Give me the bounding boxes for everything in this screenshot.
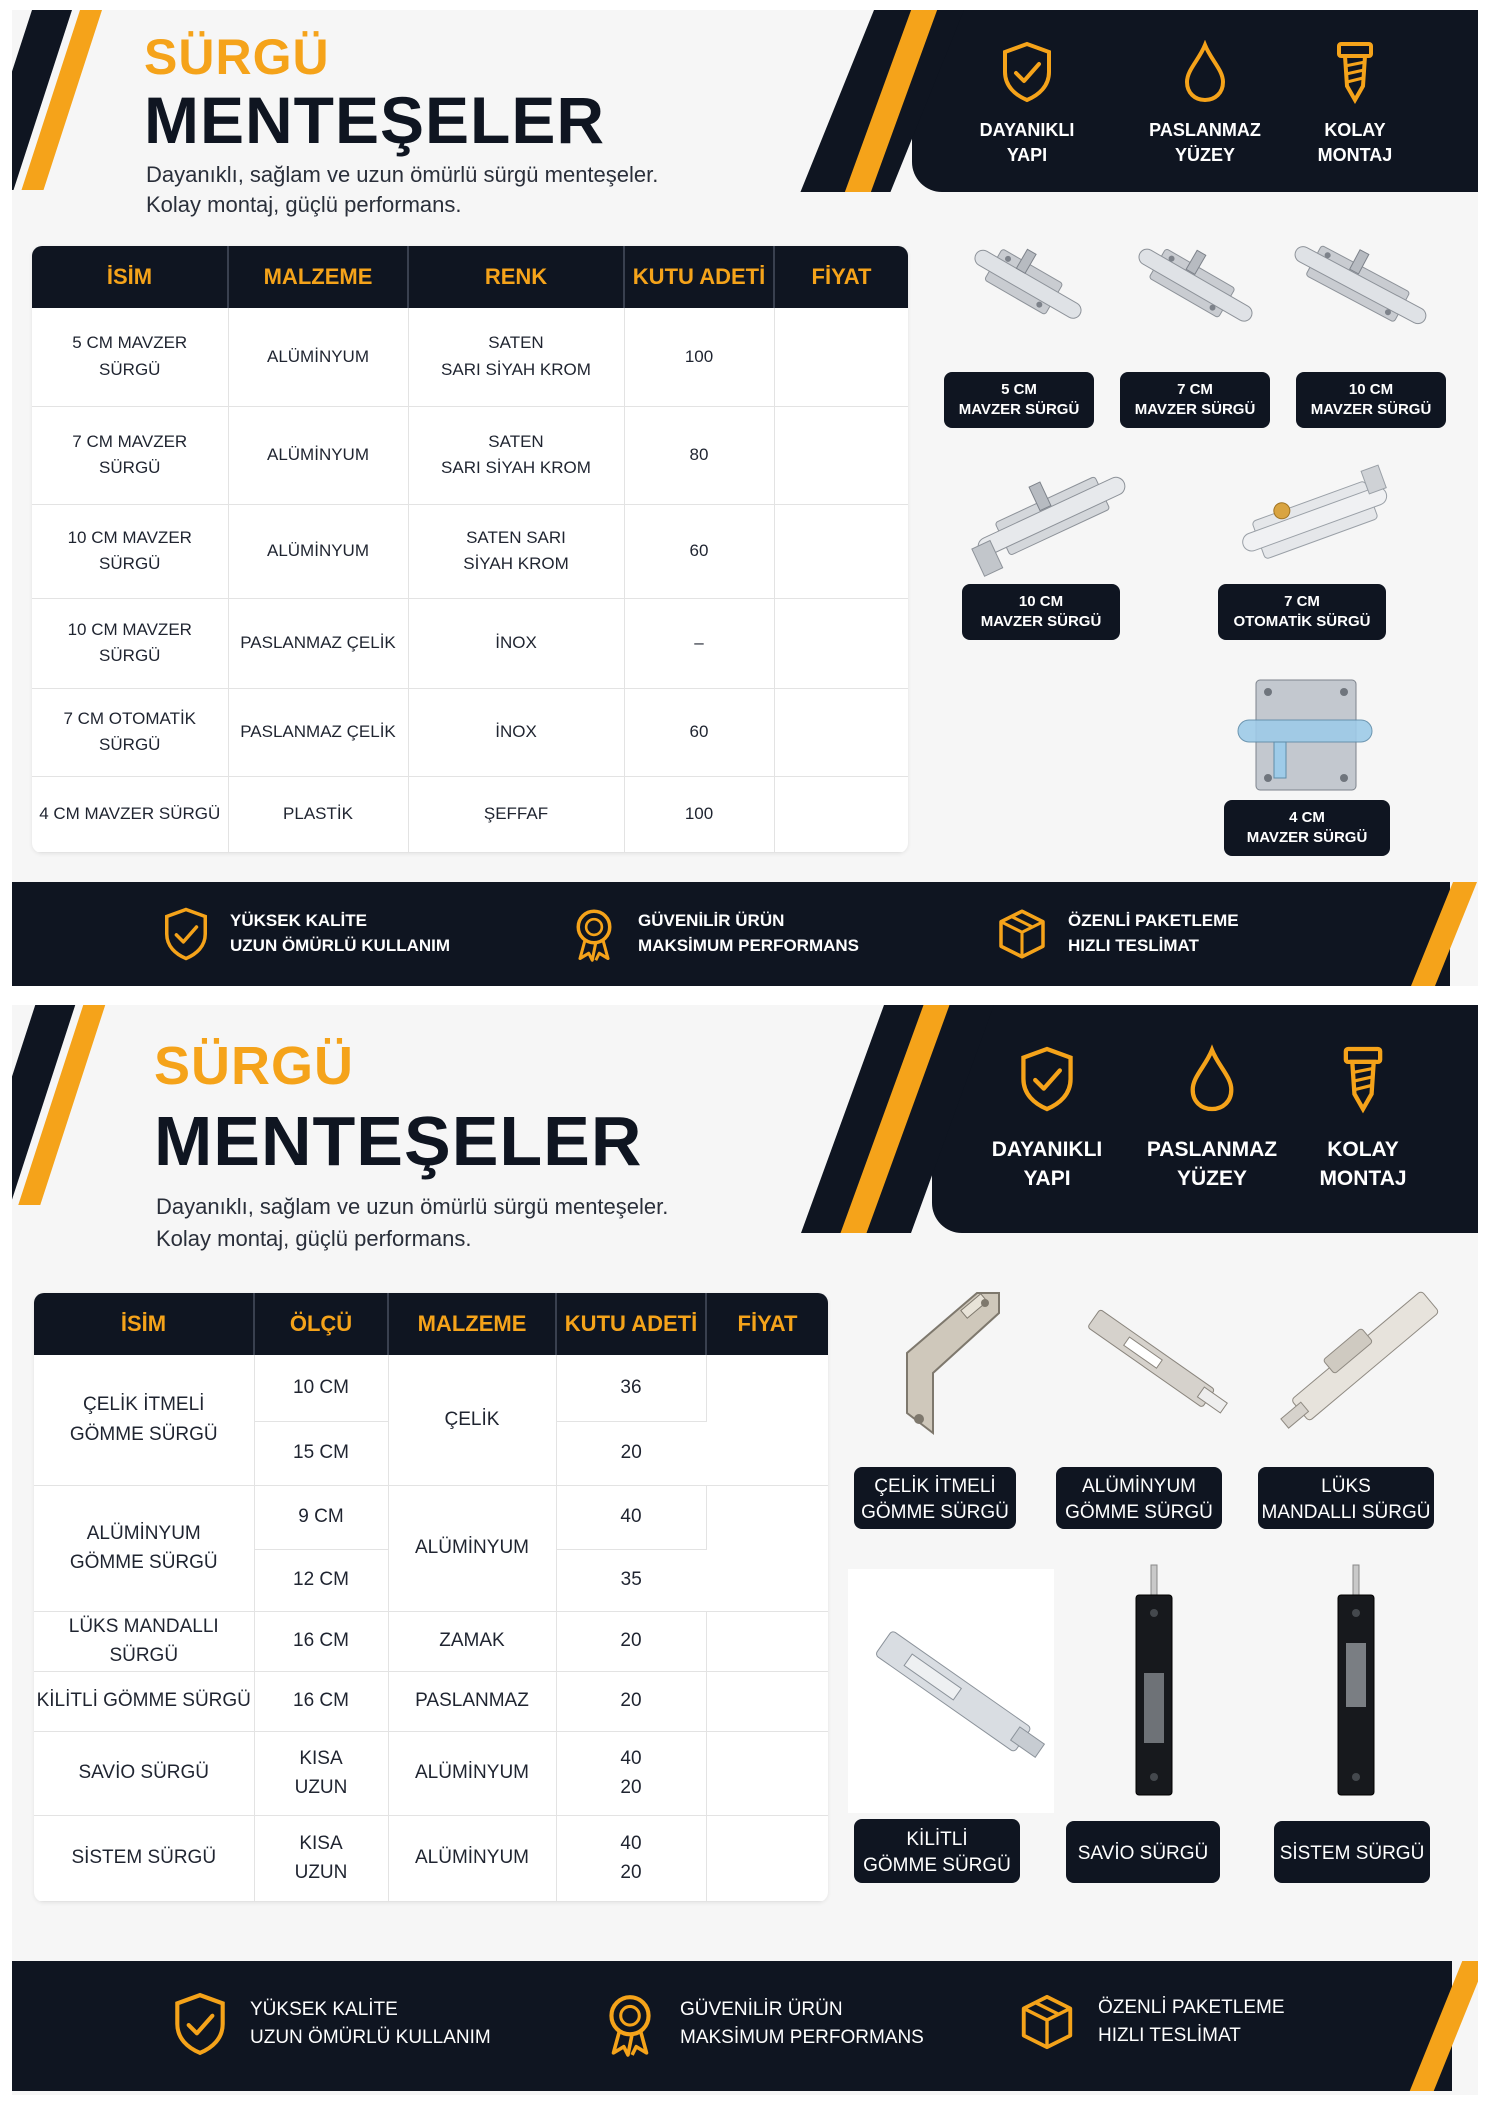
product-spec-table [32, 246, 908, 853]
benefit-title: ÖZENLİ PAKETLEME [1098, 1997, 1285, 2019]
col-header-price: FİYAT [774, 246, 908, 308]
cell-material: ÇELİK [388, 1355, 556, 1485]
cell-price [706, 1815, 828, 1901]
cell-size: 15 CM [254, 1421, 388, 1485]
flush-bolt-image [848, 1569, 1054, 1813]
barrel-bolt-image [957, 236, 1097, 336]
cell-name: 10 CM MAVZER SÜRGÜ [32, 598, 228, 688]
benefit-title: GÜVENİLİR ÜRÜN [680, 1999, 843, 2021]
product-label-10cm-mavzer: 10 CM MAVZER SÜRGÜ [1296, 372, 1446, 428]
cell-box-qty: 40 20 [556, 1815, 706, 1901]
feature-label-line1: PASLANMAZ [1149, 120, 1261, 140]
cell-name: KİLİTLİ GÖMME SÜRGÜ [34, 1671, 254, 1731]
cell-color: SATEN SARI SİYAH KROM [408, 406, 624, 504]
benefit-packaging [994, 906, 1239, 962]
cell-name: 7 CM MAVZER SÜRGÜ [32, 406, 228, 504]
barrel-bolt-image [1125, 236, 1265, 336]
award-badge-icon [568, 906, 620, 962]
page-title-top: SÜRGÜ [154, 1036, 355, 1096]
shield-check-icon [1017, 1043, 1077, 1115]
award-badge-icon [600, 1991, 660, 2057]
subtitle-line-2: Kolay montaj, güçlü performans. [156, 1225, 472, 1251]
benefit-title: YÜKSEK KALİTE [250, 1999, 398, 2021]
cell-box-qty: 20 [556, 1611, 706, 1671]
feature-label-line1: DAYANIKLI [979, 120, 1075, 140]
cell-material: ALÜMİNYUM [388, 1815, 556, 1901]
feature-durable [962, 40, 1092, 168]
feature-label-line1: KOLAY [1327, 1138, 1399, 1161]
benefit-title: YÜKSEK KALİTE [230, 911, 367, 931]
cell-box-qty: 36 [556, 1355, 706, 1421]
cell-name: 4 CM MAVZER SÜRGÜ [32, 776, 228, 852]
benefit-subtitle: UZUN ÖMÜRLÜ KULLANIM [250, 2027, 491, 2048]
product-label-10cm-mavzer-steel: 10 CM MAVZER SÜRGÜ [962, 584, 1120, 640]
product-label-luxury-latch-bolt: LÜKS MANDALLI SÜRGÜ [1258, 1467, 1434, 1529]
water-drop-icon [1177, 40, 1233, 104]
cell-name: SİSTEM SÜRGÜ [34, 1815, 254, 1901]
cell-box-qty: 100 [624, 308, 774, 406]
cell-color: İNOX [408, 598, 624, 688]
savio-bolt-image [1122, 1563, 1186, 1803]
cell-price [774, 406, 908, 504]
feature-label-line2: YÜZEY [1174, 145, 1235, 166]
feature-label-line2: MONTAJ [1319, 1167, 1407, 1191]
page-title: MENTEŞELER [154, 1102, 643, 1180]
col-header-material: MALZEME [228, 246, 408, 308]
cell-name: ÇELİK İTMELİ GÖMME SÜRGÜ [34, 1355, 254, 1485]
col-header-price: FİYAT [706, 1293, 828, 1355]
cell-size: 16 CM [254, 1671, 388, 1731]
plastic-bolt-image [1230, 670, 1380, 800]
cell-price [774, 504, 908, 598]
cell-price [706, 1731, 828, 1815]
cell-size: 16 CM [254, 1611, 388, 1671]
feature-stainless [1130, 40, 1280, 168]
cell-material: PASLANMAZ ÇELİK [228, 688, 408, 776]
feature-easy-mount [1298, 1043, 1428, 1194]
product-label-steel-flush-bolt: ÇELİK İTMELİ GÖMME SÜRGÜ [854, 1467, 1016, 1529]
water-drop-icon [1182, 1043, 1242, 1115]
barrel-bolt-image [1285, 236, 1435, 336]
product-label-savio-bolt: SAVİO SÜRGÜ [1066, 1821, 1220, 1883]
cell-material: ZAMAK [388, 1611, 556, 1671]
benefit-subtitle: MAKSİMUM PERFORMANS [638, 936, 859, 955]
table-row [32, 308, 908, 406]
cell-name: 10 CM MAVZER SÜRGÜ [32, 504, 228, 598]
cell-box-qty: 20 [556, 1671, 706, 1731]
product-image-5cm-mavzer [952, 236, 1102, 336]
benefit-subtitle: UZUN ÖMÜRLÜ KULLANIM [230, 936, 451, 955]
cell-name: ALÜMİNYUM GÖMME SÜRGÜ [34, 1485, 254, 1611]
shield-check-icon [999, 40, 1055, 104]
product-image-steel-flush-bolt [872, 1273, 1022, 1443]
benefit-reliable [600, 1991, 924, 2057]
table-row [32, 598, 908, 688]
cell-name: SAVİO SÜRGÜ [34, 1731, 254, 1815]
feature-label-line2: MONTAJ [1317, 145, 1393, 166]
table-row [34, 1355, 828, 1421]
cell-name: 7 CM OTOMATİK SÜRGÜ [32, 688, 228, 776]
feature-label-line1: DAYANIKLI [991, 1138, 1103, 1161]
product-label-7cm-otomatik: 7 CM OTOMATİK SÜRGÜ [1218, 584, 1386, 640]
auto-bolt-image [1225, 460, 1405, 580]
cell-price [774, 308, 908, 406]
feature-label-line1: PASLANMAZ [1146, 1138, 1278, 1161]
col-header-color: RENK [408, 246, 624, 308]
table-row [32, 406, 908, 504]
col-header-name: İSİM [34, 1293, 254, 1355]
cell-size: 12 CM [254, 1549, 388, 1611]
col-header-material: MALZEME [388, 1293, 556, 1355]
cell-material: PASLANMAZ [388, 1671, 556, 1731]
feature-label-line2: YAPI [1006, 145, 1048, 166]
cell-box-qty: 60 [624, 504, 774, 598]
product-image-7cm-otomatik [1220, 460, 1410, 580]
cell-size: 9 CM [254, 1485, 388, 1549]
subtitle-line-1: Dayanıklı, sağlam ve uzun ömürlü sürgü menteşeler. [156, 1194, 669, 1219]
cell-price [706, 1355, 828, 1485]
product-label-aluminium-flush-bolt: ALÜMİNYUM GÖMME SÜRGÜ [1056, 1467, 1222, 1529]
product-label-lockable-flush-bolt: KİLİTLİ GÖMME SÜRGÜ [854, 1819, 1020, 1883]
cell-price [706, 1611, 828, 1671]
feature-durable [982, 1043, 1112, 1194]
col-header-box-qty: KUTU ADETİ [624, 246, 774, 308]
cell-color: SATEN SARI SİYAH KROM [408, 308, 624, 406]
product-image-system-bolt [1324, 1563, 1388, 1803]
cell-price [706, 1671, 828, 1731]
product-image-lockable-flush-bolt [848, 1569, 1054, 1813]
col-header-name: İSİM [32, 246, 228, 308]
product-label-7cm-mavzer: 7 CM MAVZER SÜRGÜ [1120, 372, 1270, 428]
latch-bolt-image [1262, 1275, 1462, 1445]
cell-price [774, 776, 908, 852]
col-header-size: ÖLÇÜ [254, 1293, 388, 1355]
page-title: MENTEŞELER [144, 83, 606, 157]
cell-box-qty: 40 20 [556, 1731, 706, 1815]
table-row [32, 504, 908, 598]
product-image-luxury-latch-bolt [1262, 1275, 1462, 1445]
cell-material: ALÜMİNYUM [228, 308, 408, 406]
table-row [32, 776, 908, 852]
flush-bolt-image [877, 1273, 1017, 1443]
cell-material: ALÜMİNYUM [228, 406, 408, 504]
cell-box-qty: 80 [624, 406, 774, 504]
feature-label-line2: YAPI [1023, 1167, 1071, 1191]
product-image-10cm-mavzer [1280, 236, 1440, 336]
cell-material: PASLANMAZ ÇELİK [228, 598, 408, 688]
cell-box-qty: 35 [556, 1549, 706, 1611]
benefit-subtitle: HIZLI TESLİMAT [1068, 936, 1199, 955]
product-image-4cm-mavzer [1230, 670, 1380, 800]
product-image-10cm-mavzer-steel [952, 450, 1152, 580]
benefit-quality [160, 906, 450, 962]
page-subtitle [146, 160, 658, 219]
screw-icon [1333, 1043, 1393, 1115]
barrel-bolt-image [957, 450, 1147, 580]
benefit-title: ÖZENLİ PAKETLEME [1068, 911, 1239, 931]
cell-color: SATEN SARI SİYAH KROM [408, 504, 624, 598]
product-label-system-bolt: SİSTEM SÜRGÜ [1274, 1821, 1430, 1883]
cell-material: ALÜMİNYUM [228, 504, 408, 598]
product-label-5cm-mavzer: 5 CM MAVZER SÜRGÜ [944, 372, 1094, 428]
shield-check-icon [170, 1991, 230, 2057]
cell-color: İNOX [408, 688, 624, 776]
col-header-box-qty: KUTU ADETİ [556, 1293, 706, 1355]
feature-stainless [1134, 1043, 1290, 1194]
screw-icon [1327, 40, 1383, 104]
benefit-title: GÜVENİLİR ÜRÜN [638, 911, 785, 931]
cell-box-qty: 40 [556, 1485, 706, 1549]
feature-label-line1: KOLAY [1324, 120, 1386, 140]
table-row [34, 1815, 828, 1901]
table-row [34, 1485, 828, 1549]
product-spec-table [34, 1293, 828, 1902]
benefit-packaging [1016, 1991, 1285, 2053]
cell-box-qty: 60 [624, 688, 774, 776]
cell-material: ALÜMİNYUM [388, 1731, 556, 1815]
shield-check-icon [160, 906, 212, 962]
subtitle-line-1: Dayanıklı, sağlam ve uzun ömürlü sürgü menteşeler. [146, 162, 659, 187]
product-image-savio-bolt [1122, 1563, 1186, 1803]
product-image-aluminium-flush-bolt [1060, 1285, 1240, 1435]
package-box-icon [994, 906, 1050, 962]
subtitle-line-2: Kolay montaj, güçlü performans. [146, 191, 462, 217]
benefit-subtitle: MAKSİMUM PERFORMANS [680, 2027, 924, 2048]
catalog-panel-2 [12, 1005, 1478, 2095]
benefit-reliable [568, 906, 859, 962]
cell-size: KISA UZUN [254, 1815, 388, 1901]
cell-price [774, 688, 908, 776]
cell-box-qty: – [624, 598, 774, 688]
page-title-top: SÜRGÜ [144, 29, 330, 85]
feature-label-line2: YÜZEY [1176, 1167, 1247, 1191]
product-image-7cm-mavzer [1120, 236, 1270, 336]
cell-price [774, 598, 908, 688]
cell-material: PLASTİK [228, 776, 408, 852]
product-label-4cm-mavzer: 4 CM MAVZER SÜRGÜ [1224, 800, 1390, 856]
cell-box-qty: 20 [556, 1421, 706, 1485]
table-row [34, 1731, 828, 1815]
table-row [34, 1611, 828, 1671]
cell-size: KISA UZUN [254, 1731, 388, 1815]
feature-easy-mount [1290, 40, 1420, 168]
cell-box-qty: 100 [624, 776, 774, 852]
package-box-icon [1016, 1991, 1078, 2053]
table-row [32, 688, 908, 776]
page-subtitle [156, 1191, 668, 1255]
cell-name: 5 CM MAVZER SÜRGÜ [32, 308, 228, 406]
cell-size: 10 CM [254, 1355, 388, 1421]
cell-material: ALÜMİNYUM [388, 1485, 556, 1611]
system-bolt-image [1324, 1563, 1388, 1803]
table-row [34, 1671, 828, 1731]
benefit-quality [170, 1991, 491, 2057]
flush-bolt-image [1060, 1285, 1240, 1435]
cell-price [706, 1485, 828, 1611]
catalog-panel-1 [12, 10, 1478, 986]
benefit-subtitle: HIZLI TESLİMAT [1098, 2025, 1241, 2046]
cell-name: LÜKS MANDALLI SÜRGÜ [34, 1611, 254, 1671]
cell-color: ŞEFFAF [408, 776, 624, 852]
